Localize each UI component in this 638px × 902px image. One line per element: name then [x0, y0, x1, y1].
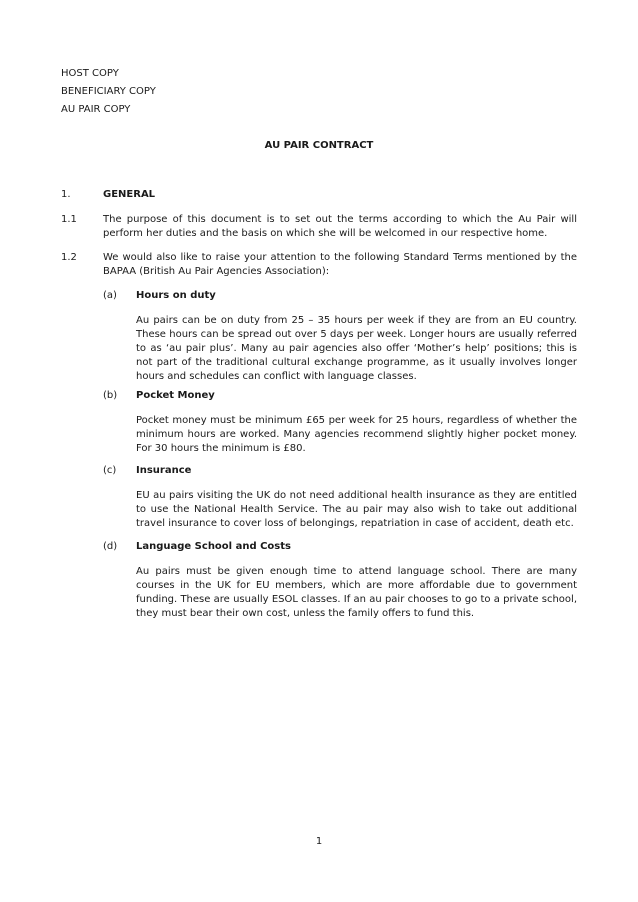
subclause-label: (b)	[103, 390, 118, 401]
clause-text: We would also like to raise your attention to the following Standard Terms mentioned by the BAPAA (British Au Pair Agencies Association):	[103, 252, 577, 277]
clause-text: The purpose of this document is to set out the terms according to which the Au Pair will perform her duties and the basis on which she will be welcomed in our respective home.	[103, 214, 577, 239]
copy-label-host: HOST COPY	[61, 68, 119, 79]
copy-label-au-pair: AU PAIR COPY	[61, 104, 131, 115]
subclause-label: (c)	[103, 465, 117, 476]
subclause-heading: Language School and Costs	[136, 541, 291, 552]
subclause-label: (d)	[103, 541, 118, 552]
subclause-heading: Pocket Money	[136, 390, 215, 401]
page-number: 1	[315, 836, 323, 847]
section-number: 1.	[61, 189, 71, 200]
subclause-text: Pocket money must be minimum £65 per week for 25 hours, regardless of whether the minimum hours are worked. Many agencies recommend slightly higher pocket money. For 30 hours the minimum is £80.	[136, 415, 577, 454]
document-title	[0, 140, 638, 152]
subclause-heading: Hours on duty	[136, 290, 216, 301]
document-title-text: AU PAIR CONTRACT	[264, 140, 374, 151]
subclause-text: Au pairs must be given enough time to attend language school. There are many courses in the UK for EU members, which are more affordable due to government funding. These are usually ESOL classes. If an au pair chooses to go to a private school, they must bear their own cost, unless the family offers to fund this.	[136, 566, 577, 619]
subclause-text: EU au pairs visiting the UK do not need additional health insurance as they are entitled to use the National Health Service. The au pair may also wish to take out additional travel insurance to cover loss of belongings, repatriation in case of accident, death etc.	[136, 490, 577, 529]
section-heading: GENERAL	[103, 189, 156, 200]
subclause-label: (a)	[103, 290, 117, 301]
clause-number: 1.2	[61, 252, 77, 263]
clause-number: 1.1	[61, 214, 77, 225]
subclause-heading: Insurance	[136, 465, 192, 476]
copy-label-beneficiary: BENEFICIARY COPY	[61, 86, 156, 97]
subclause-text: Au pairs can be on duty from 25 – 35 hours per week if they are from an EU country. These hours can be spread out over 5 days per week. Longer hours are usually referred to as ‘au pair plus’. Many au pair agencies also offer ‘Mother’s help’ positions; this is not part of the traditional cultural exchange programme, as it usually involves longer hours and schedules can conflict with language classes.	[136, 315, 577, 382]
